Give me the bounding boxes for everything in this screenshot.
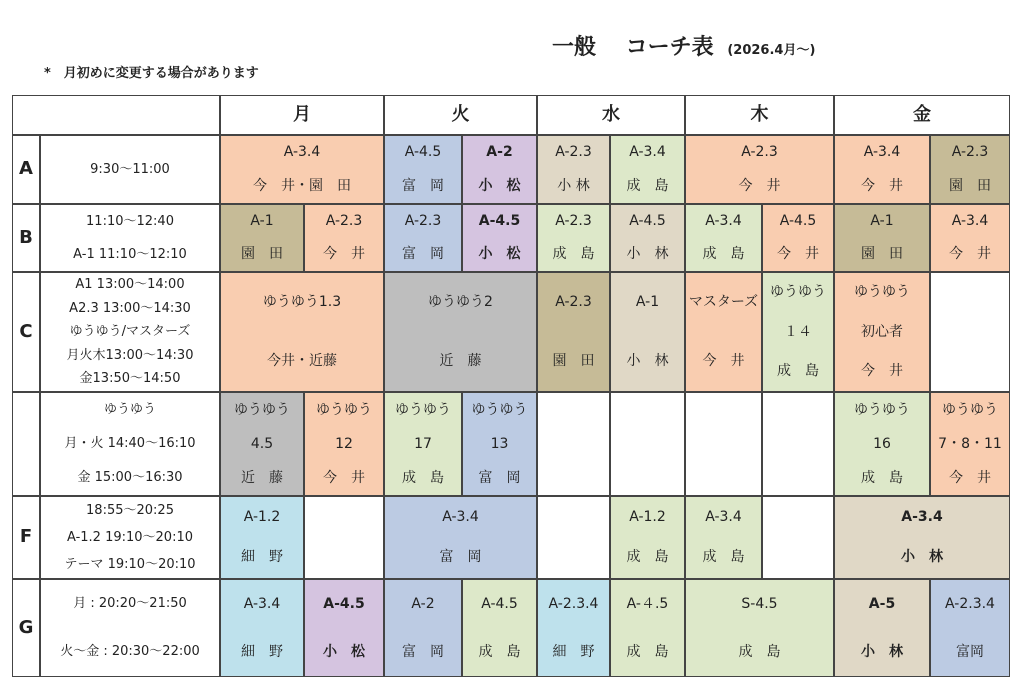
cell-g-mon-1 bbox=[220, 579, 304, 677]
cell-d-fri-2-line-1: ゆうゆう bbox=[942, 401, 998, 418]
cell-d-mon-2-line-3: 今 井 bbox=[323, 469, 365, 486]
cell-c-thu-2 bbox=[762, 272, 834, 392]
cell-g-tue-2-line-2: 成 島 bbox=[478, 643, 521, 660]
cell-g-tue-1-line-2: 富 岡 bbox=[402, 643, 444, 660]
cell-d-mon-1-line-2: 4.5 bbox=[250, 435, 274, 452]
cell-b-wed-2-line-1: A-4.5 bbox=[629, 213, 666, 230]
cell-b-fri-1 bbox=[834, 204, 930, 272]
cell-b-thu-2-line-1: A-4.5 bbox=[779, 213, 817, 230]
cell-f-mon-1-line-2: 細 野 bbox=[241, 549, 283, 566]
day-header-fri-line-1: 金 bbox=[913, 103, 931, 125]
cell-f-wed-2 bbox=[610, 496, 685, 579]
cell-d-fri-1-line-3: 成 島 bbox=[861, 469, 903, 486]
cell-a-wed-1-line-1: A-2.3 bbox=[555, 144, 592, 161]
cell-a-mon bbox=[220, 135, 384, 204]
cell-b-thu-1 bbox=[685, 204, 762, 272]
cell-a-fri-1-line-2: 今 井 bbox=[861, 177, 903, 194]
day-header-wed bbox=[537, 95, 685, 135]
cell-d-thu-1 bbox=[685, 392, 762, 496]
day-header-mon bbox=[220, 95, 384, 135]
time-cell-f bbox=[40, 496, 220, 579]
row-label-a-line-1: A bbox=[19, 158, 33, 180]
cell-b-mon-1-line-2: 園 田 bbox=[241, 246, 283, 263]
cell-c-thu-1-line-2: 今 井 bbox=[702, 353, 745, 370]
cell-a-fri-2-line-2: 園 田 bbox=[949, 177, 991, 194]
cell-b-wed-2 bbox=[610, 204, 685, 272]
cell-g-thu-line-1: S-4.5 bbox=[741, 595, 778, 612]
cell-a-thu-line-2: 今 井 bbox=[738, 177, 781, 194]
cell-a-fri-2 bbox=[930, 135, 1010, 204]
coach-schedule-table bbox=[12, 95, 1010, 677]
time-cell-c-line-5: 金13:50〜14:50 bbox=[79, 371, 181, 387]
cell-b-tue-2 bbox=[462, 204, 537, 272]
cell-a-tue-1-line-2: 富 岡 bbox=[402, 177, 444, 194]
cell-f-tue bbox=[384, 496, 537, 579]
cell-b-wed-1 bbox=[537, 204, 610, 272]
cell-g-wed-2-line-1: A-４.5 bbox=[626, 595, 669, 612]
cell-g-fri-2 bbox=[930, 579, 1010, 677]
cell-c-tue-line-2: 近 藤 bbox=[439, 353, 482, 370]
day-header-tue-line-1: 火 bbox=[451, 103, 470, 125]
cell-b-fri-1-line-2: 園 田 bbox=[861, 246, 903, 263]
cell-a-fri-1-line-1: A-3.4 bbox=[863, 144, 901, 161]
cell-b-fri-2-line-1: A-3.4 bbox=[951, 213, 989, 230]
cell-c-tue bbox=[384, 272, 537, 392]
cell-b-tue-1-line-2: 富 岡 bbox=[402, 246, 444, 263]
row-label-d bbox=[12, 392, 40, 496]
cell-d-mon-2-line-2: 12 bbox=[335, 435, 353, 452]
cell-f-fri-line-1: A-3.4 bbox=[901, 508, 943, 525]
time-cell-c-line-4: 月火木13:00〜14:30 bbox=[66, 347, 194, 363]
cell-a-fri-2-line-1: A-2.3 bbox=[951, 144, 989, 161]
row-label-g-line-1: G bbox=[18, 616, 34, 638]
cell-g-mon-1-line-2: 細 野 bbox=[241, 643, 283, 660]
row-label-c bbox=[12, 272, 40, 392]
cell-d-tue-2-line-3: 富 岡 bbox=[478, 469, 521, 486]
cell-g-fri-1-line-1: A-5 bbox=[868, 595, 896, 612]
cell-f-wed-1 bbox=[537, 496, 610, 579]
cell-a-mon-line-1: A-3.4 bbox=[283, 144, 321, 161]
cell-d-mon-2 bbox=[304, 392, 384, 496]
cell-g-tue-1-line-1: A-2 bbox=[411, 595, 435, 612]
cell-a-wed-2-line-2: 成 島 bbox=[626, 177, 669, 194]
time-cell-b-line-2: A-1 11:10〜12:10 bbox=[73, 246, 187, 262]
cell-f-wed-2-line-1: A-1.2 bbox=[629, 508, 666, 525]
time-cell-d-line-3: 金 15:00〜16:30 bbox=[77, 470, 183, 486]
time-cell-g-line-2: 火〜金 : 20:30〜22:00 bbox=[60, 644, 200, 660]
cell-g-fri-1-line-2: 小 林 bbox=[861, 643, 903, 660]
cell-b-thu-2-line-2: 今 井 bbox=[777, 246, 819, 263]
period-text: (2026.4月〜) bbox=[727, 43, 816, 58]
cell-g-mon-2-line-1: A-4.5 bbox=[323, 595, 365, 612]
day-header-mon-line-1: 月 bbox=[293, 103, 311, 125]
time-cell-f-line-3: テーマ 19:10〜20:10 bbox=[64, 556, 196, 572]
cell-c-wed-1-line-1: A-2.3 bbox=[555, 294, 592, 311]
cell-c-fri-1-line-2: 初心者 bbox=[861, 323, 903, 340]
cell-f-thu-1-line-1: A-3.4 bbox=[705, 508, 742, 525]
cell-c-fri-2 bbox=[930, 272, 1010, 392]
cell-c-thu-2-line-1: ゆうゆう bbox=[770, 284, 826, 301]
time-cell-g bbox=[40, 579, 220, 677]
day-header-fri bbox=[834, 95, 1010, 135]
cell-g-fri-2-line-2: 富岡 bbox=[956, 643, 984, 660]
cell-f-thu-2 bbox=[762, 496, 834, 579]
cell-c-wed-2 bbox=[610, 272, 685, 392]
cell-g-wed-1-line-1: A-2.3.4 bbox=[548, 595, 599, 612]
row-label-b bbox=[12, 204, 40, 272]
row-label-f-line-1: F bbox=[19, 526, 33, 548]
cell-d-wed-2 bbox=[610, 392, 685, 496]
cell-g-mon-1-line-1: A-3.4 bbox=[243, 595, 281, 612]
time-cell-c-line-3: ゆうゆう/マスターズ bbox=[69, 324, 191, 340]
time-cell-d bbox=[40, 392, 220, 496]
cell-c-mon-line-2: 今井・近藤 bbox=[267, 353, 337, 370]
page-title bbox=[552, 30, 815, 61]
notice-text: * 月初めに変更する場合があります bbox=[44, 66, 259, 81]
cell-g-tue-2-line-1: A-4.5 bbox=[481, 595, 518, 612]
cell-a-thu bbox=[685, 135, 834, 204]
cell-f-tue-line-2: 富 岡 bbox=[439, 549, 482, 566]
cell-b-tue-2-line-2: 小 松 bbox=[478, 246, 521, 263]
cell-c-thu-1 bbox=[685, 272, 762, 392]
cell-g-fri-2-line-1: A-2.3.4 bbox=[945, 595, 995, 612]
cell-g-thu-line-2: 成 島 bbox=[738, 643, 781, 660]
cell-c-thu-2-line-3: 成 島 bbox=[777, 362, 819, 379]
cell-c-fri-1-line-3: 今 井 bbox=[861, 362, 903, 379]
time-cell-a-line-1: 9:30〜11:00 bbox=[90, 161, 170, 177]
cell-g-mon-2-line-2: 小 松 bbox=[323, 643, 365, 660]
cell-c-wed-1 bbox=[537, 272, 610, 392]
cell-f-thu-1 bbox=[685, 496, 762, 579]
cell-c-mon bbox=[220, 272, 384, 392]
header-corner bbox=[12, 95, 220, 135]
cell-c-thu-2-line-2: １４ bbox=[784, 323, 812, 340]
cell-d-wed-1 bbox=[537, 392, 610, 496]
cell-d-fri-2 bbox=[930, 392, 1010, 496]
row-label-c-line-1: C bbox=[19, 320, 33, 342]
cell-f-mon-1 bbox=[220, 496, 304, 579]
cell-a-wed-2 bbox=[610, 135, 685, 204]
cell-b-mon-2-line-2: 今 井 bbox=[323, 246, 365, 263]
cell-a-thu-line-1: A-2.3 bbox=[741, 144, 778, 161]
cell-d-tue-1-line-2: 17 bbox=[414, 435, 432, 452]
row-label-a bbox=[12, 135, 40, 204]
cell-a-wed-1-line-2: 小 林 bbox=[557, 177, 590, 194]
cell-g-wed-2 bbox=[610, 579, 685, 677]
cell-b-fri-1-line-1: A-1 bbox=[870, 213, 894, 230]
time-cell-f-line-1: 18:55〜20:25 bbox=[86, 502, 174, 518]
cell-d-tue-2 bbox=[462, 392, 537, 496]
cell-b-mon-2-line-1: A-2.3 bbox=[325, 213, 363, 230]
cell-d-tue-2-line-2: 13 bbox=[490, 435, 509, 452]
cell-a-tue-2-line-1: A-2 bbox=[486, 144, 513, 161]
cell-c-fri-1-line-1: ゆうゆう bbox=[854, 284, 910, 301]
day-header-thu bbox=[685, 95, 834, 135]
cell-d-mon-1-line-3: 近 藤 bbox=[241, 469, 283, 486]
row-label-b-line-1: B bbox=[19, 226, 33, 248]
cell-d-tue-2-line-1: ゆうゆう bbox=[471, 401, 528, 418]
time-cell-a bbox=[40, 135, 220, 204]
cell-b-mon-1 bbox=[220, 204, 304, 272]
cell-b-fri-2 bbox=[930, 204, 1010, 272]
cell-d-fri-2-line-2: 7・8・11 bbox=[938, 435, 1002, 452]
time-cell-b-line-1: 11:10〜12:40 bbox=[86, 213, 174, 229]
cell-c-thu-1-line-1: マスターズ bbox=[688, 294, 759, 311]
cell-d-tue-1-line-1: ゆうゆう bbox=[395, 401, 451, 418]
cell-b-thu-1-line-2: 成 島 bbox=[702, 246, 745, 263]
day-header-thu-line-1: 木 bbox=[750, 103, 769, 125]
time-cell-d-line-1: ゆうゆう bbox=[103, 402, 156, 418]
cell-g-wed-1 bbox=[537, 579, 610, 677]
cell-a-tue-1-line-1: A-4.5 bbox=[404, 144, 442, 161]
title-text: 一般 コーチ表 bbox=[552, 35, 714, 60]
cell-c-wed-2-line-1: A-1 bbox=[635, 294, 660, 311]
cell-d-fri-1-line-2: 16 bbox=[873, 435, 891, 452]
time-cell-c bbox=[40, 272, 220, 392]
cell-a-tue-1 bbox=[384, 135, 462, 204]
cell-f-thu-1-line-2: 成 島 bbox=[702, 549, 745, 566]
cell-b-thu-1-line-1: A-3.4 bbox=[705, 213, 742, 230]
cell-g-tue-2 bbox=[462, 579, 537, 677]
row-label-g bbox=[12, 579, 40, 677]
cell-d-fri-2-line-3: 今 井 bbox=[949, 469, 991, 486]
time-cell-b bbox=[40, 204, 220, 272]
time-cell-d-line-2: 月・火 14:40〜16:10 bbox=[64, 436, 196, 452]
cell-g-fri-1 bbox=[834, 579, 930, 677]
cell-c-fri-1 bbox=[834, 272, 930, 392]
cell-g-wed-1-line-2: 細 野 bbox=[552, 643, 595, 660]
cell-g-thu bbox=[685, 579, 834, 677]
cell-b-fri-2-line-2: 今 井 bbox=[949, 246, 991, 263]
cell-d-thu-2 bbox=[762, 392, 834, 496]
cell-f-fri bbox=[834, 496, 1010, 579]
cell-f-mon-1-line-1: A-1.2 bbox=[243, 508, 281, 525]
cell-f-wed-2-line-2: 成 島 bbox=[626, 549, 669, 566]
cell-a-wed-1 bbox=[537, 135, 610, 204]
cell-f-mon-2 bbox=[304, 496, 384, 579]
cell-b-tue-1 bbox=[384, 204, 462, 272]
cell-a-tue-2-line-2: 小 松 bbox=[478, 177, 521, 194]
cell-a-wed-2-line-1: A-3.4 bbox=[629, 144, 666, 161]
row-label-f bbox=[12, 496, 40, 579]
time-cell-c-line-1: A1 13:00〜14:00 bbox=[75, 277, 185, 293]
cell-b-mon-1-line-1: A-1 bbox=[250, 213, 274, 230]
cell-a-mon-line-2: 今 井・園 田 bbox=[253, 177, 351, 194]
cell-d-mon-2-line-1: ゆうゆう bbox=[316, 401, 372, 418]
cell-b-mon-2 bbox=[304, 204, 384, 272]
day-header-wed-line-1: 水 bbox=[602, 103, 620, 125]
cell-f-tue-line-1: A-3.4 bbox=[442, 508, 479, 525]
cell-d-fri-1 bbox=[834, 392, 930, 496]
cell-g-mon-2 bbox=[304, 579, 384, 677]
cell-d-fri-1-line-1: ゆうゆう bbox=[854, 401, 910, 418]
cell-b-tue-1-line-1: A-2.3 bbox=[404, 213, 442, 230]
cell-b-tue-2-line-1: A-4.5 bbox=[478, 213, 521, 230]
cell-g-wed-2-line-2: 成 島 bbox=[626, 643, 669, 660]
cell-a-fri-1 bbox=[834, 135, 930, 204]
cell-d-tue-1-line-3: 成 島 bbox=[402, 469, 444, 486]
cell-d-mon-1 bbox=[220, 392, 304, 496]
cell-b-wed-1-line-1: A-2.3 bbox=[555, 213, 592, 230]
time-cell-g-line-1: 月 : 20:20〜21:50 bbox=[73, 596, 187, 612]
cell-d-mon-1-line-1: ゆうゆう bbox=[234, 401, 290, 418]
day-header-tue bbox=[384, 95, 537, 135]
cell-g-tue-1 bbox=[384, 579, 462, 677]
cell-b-wed-1-line-2: 成 島 bbox=[552, 246, 595, 263]
cell-f-fri-line-2: 小 林 bbox=[901, 549, 943, 566]
cell-a-tue-2 bbox=[462, 135, 537, 204]
cell-b-thu-2 bbox=[762, 204, 834, 272]
cell-c-wed-1-line-2: 園 田 bbox=[552, 353, 595, 370]
cell-c-tue-line-1: ゆうゆう2 bbox=[428, 294, 493, 311]
cell-d-tue-1 bbox=[384, 392, 462, 496]
time-cell-c-line-2: A2.3 13:00〜14:30 bbox=[69, 300, 191, 316]
cell-b-wed-2-line-2: 小 林 bbox=[626, 246, 669, 263]
cell-c-mon-line-1: ゆうゆう1.3 bbox=[262, 294, 342, 311]
cell-c-wed-2-line-2: 小 林 bbox=[626, 353, 669, 370]
time-cell-f-line-2: A-1.2 19:10〜20:10 bbox=[66, 529, 194, 545]
